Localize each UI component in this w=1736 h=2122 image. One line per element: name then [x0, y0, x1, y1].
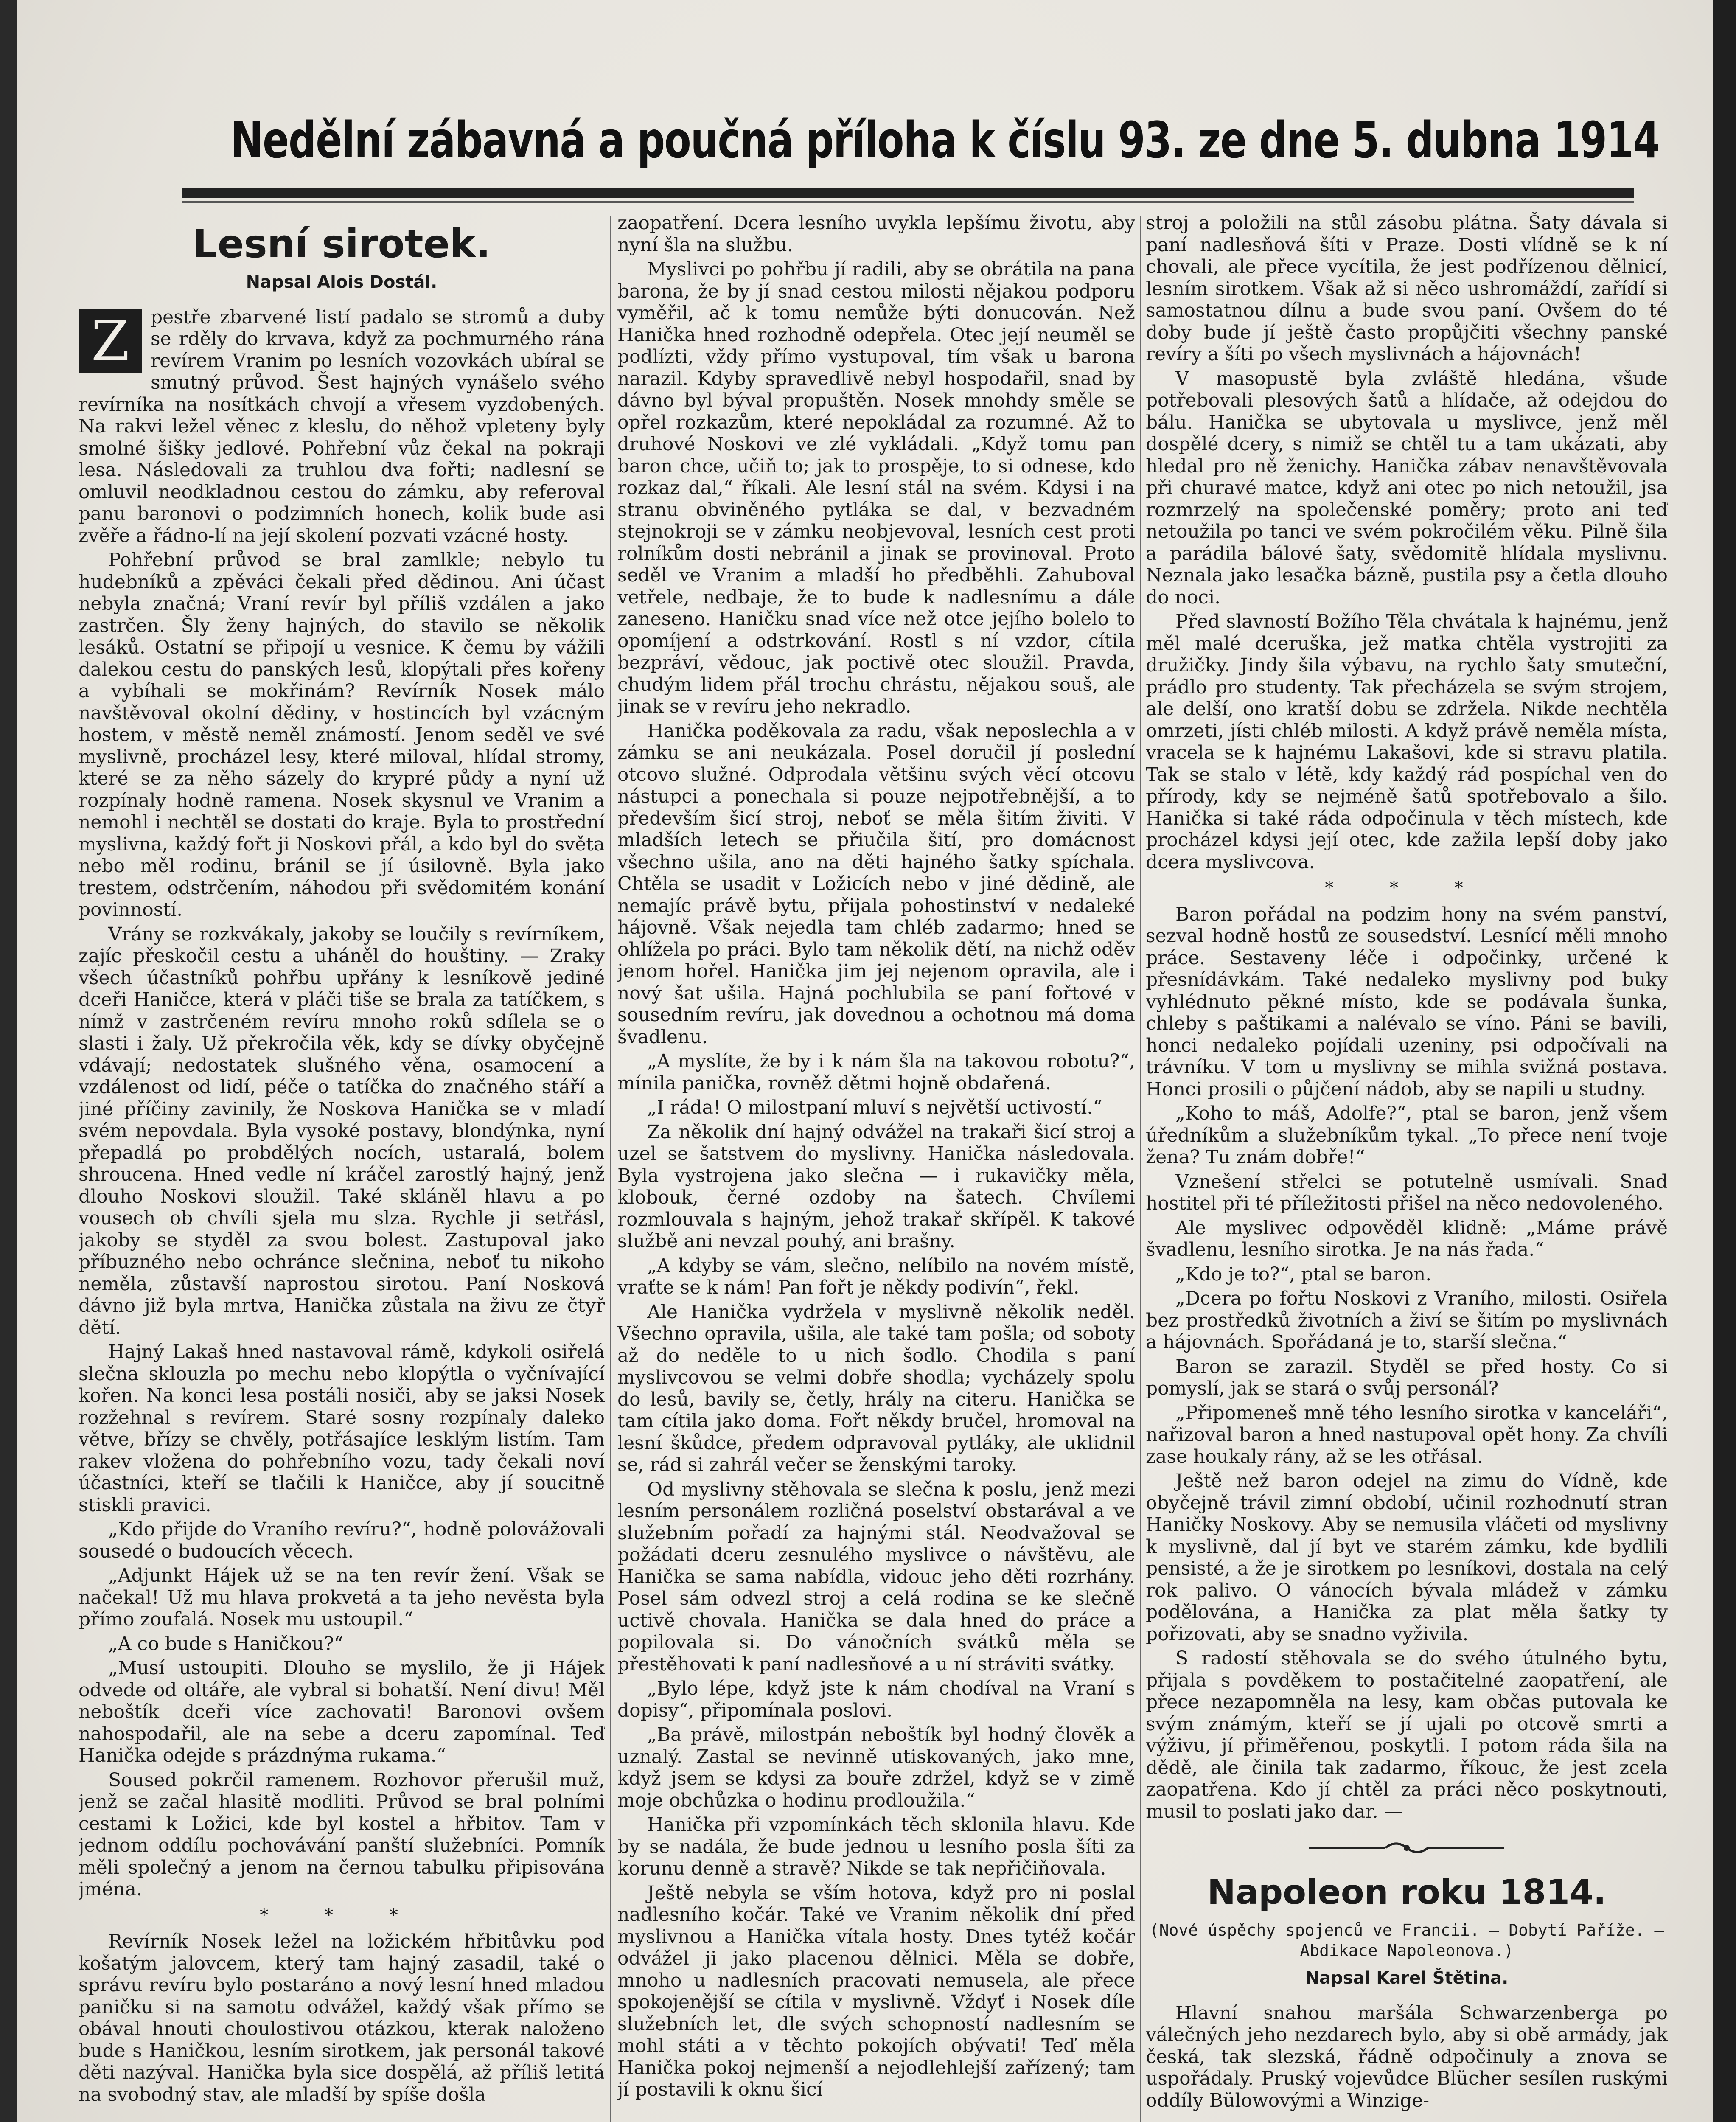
story-paragraph: Baron se zarazil. Styděl se před hosty. Co si pomyslí, jak se stará o svůj personál? — [1146, 1356, 1668, 1399]
story-byline: Napsal Karel Štětina. — [1305, 1968, 1509, 1988]
story-paragraph: Baron pořádal na podzim hony na svém panství, sezval hodně hostů ze sousedství. Lesnící měli mnoho práce. Sestaveny léče i odpočinky, určené k přesnídávkám. Také nedaleko myslivny pod buky vyhlédnuto pěkné místo, kde se podávala šunka, chleby s paštikami a nalévalo se víno. Páni se bavili, honci nedaleko pojídali uzeniny, psi odpočívali na trávníku. V tom u myslivny se mihla svižná postava. Honci prosili o půjčení nádob, aby se napili u studny. — [1146, 903, 1668, 1100]
story-paragraph: Hanička poděkovala za radu, však neposlechla a v zámku se ani neukázala. Posel doručil jí poslední otcovo služné. Odprodala většinu svých věcí otcovu nástupci a ponechala si pouze nejpotřebnější, a to především šicí stroj, neboť se měla šitím živiti. V mladších letech se přiučila šití, pro domácnost všechno ušila, ano na děti hajného šatky spíchala. Chtěla se usadit v Ložicích nebo v jiné dědině, ale nemajíc právě bytu, přijala pohostinství v nedaleké hájovně. Však nejedla tam chléb zadarmo; hned se ohlížela po práci. Bylo tam několik dětí, na nichž oděv jenom hořel. Hanička jim jej nejenom opravila, ale i nový šat ušila. Hajná pochlubila se paní fořtové v sousedním revíru, jak dovednou a ochotnou má doma švadlenu. — [617, 720, 1135, 1048]
column-divider — [610, 216, 611, 2122]
story-title: Napoleon roku 1814. — [1207, 1872, 1607, 1912]
story-paragraph: Ještě nebyla se vším hotova, když pro ni poslal nadlesního kočár. Také ve Vranim několik dní před myslivnou a Hanička vítala hosty. Dnes tytéž kočár odvážel ji jako placenou dělnici. Měla se dobře, mnoho u nadlesních pracovati nemusela, ale přece spokojenější se cítila v myslivně. Vždyť i Nosek díle služebních let, dle svých schopností nadlesním se mohl státi a v těchto pokojích obývati! Teď měla Hanička pokoj nejmenší a nejodlehlejší zařízený; tam jí postavili k oknu šicí — [617, 1882, 1135, 2100]
story-paragraph: „A myslíte, že by i k nám šla na takovou robotu?“, mínila panička, rovněž dětmi hojně obdařená. — [617, 1050, 1135, 1094]
story-paragraph: Před slavností Božího Těla chvátala k hajnému, jenž měl malé dceruška, jež matka chtěla vystrojiti za družičky. Jindy šila výbavu, na rychlo šaty smuteční, prádlo pro studenty. Tak přecházela se svým strojem, ale delší, ono kratší dobu se zdržela. Nikde nechtěla omrzeti, jísti chléb milosti. A když právě neměla místa, vracela se k hajnému Lakašovi, kde si stravu platila. Tak se stalo v létě, kdy každý rád pospíchal ven do přírody, kdy se nejméně šatů spotřebovalo a šilo. Hanička si také ráda odpočinula v těch místech, kde procházel kdysi její otec, kde zažila lepší doby jako dcera myslivcova. — [1146, 611, 1668, 873]
dropcap-letter: Z — [79, 309, 142, 373]
story-paragraph: „Koho to máš, Adolfe?“, ptal se baron, jenž všem úředníkům a služebníkům tykal. „To přece není tvoje žena? Tu znám dobře!“ — [1146, 1103, 1668, 1168]
story-paragraph: „A kdyby se vám, slečno, nelíbilo na novém místě, vraťte se k nám! Pan fořt je někdy podivín“, řekl. — [617, 1255, 1135, 1298]
story-title: Lesní sirotek. — [192, 221, 491, 267]
story-paragraph: Hlavní snahou maršála Schwarzenberga po válečných jeho nezdarech bylo, aby si obě armády, jak česká, tak slezská, řádně odpočinuly a znova se uspořádaly. Pruský vojevůdce Blücher sesílen ruskými oddíly Bülowovými a Winzige- — [1146, 2002, 1668, 2111]
story-paragraph-text: pestře zbarvené listí padalo se stromů a duby se rděly do krvava, když za pochmurného rána revírem Vranim po lesních vozovkách ubíral se smutný průvod. Šest hajných vynášelo svého revírníka na nosítkách chvojí a vřesem vyzdobených. Na rakvi ležel věnec z kleslu, do něhož vpleteny byly smolné šišky jedlové. Pohřební vůz čekal na pokraji lesa. Následovali za truhlou dva fořti; nadlesní se omluvil neodkladnou cestou do zámku, aby referoval panu baronovi o podzimních honech, kolik bude asi zvěře a řádno-lí na její skolení pozvati vzácné hosty. — [79, 306, 605, 547]
story-paragraph: Vznešení střelci se potutelně usmívali. Snad hostitel při té příležitosti přišel na něco nedovoleného. — [1146, 1170, 1668, 1214]
story-paragraph: Soused pokrčil ramenem. Rozhovor přerušil muž, jenž se začal hlasitě modliti. Průvod se bral polními cestami k Ložici, kde byl kostel a hřbitov. Tam v jednom oddílu pochovávání panští služebníci. Pomník měli společný a jenom na černou tabulku připisována jména. — [79, 1769, 605, 1900]
story-paragraph: Hanička při vzpomínkách těch sklonila hlavu. Kde by se nadála, že bude jednou u lesního posla šíti za korunu denně a stravě? Nikde se tak nepřičiňovala. — [617, 1814, 1135, 1879]
story-paragraph: Myslivci po pohřbu jí radili, aby se obrátila na pana barona, že by jí snad cestou milosti nějakou podporu vyměřil, ač k tomu nemůže býti donucován. Než Hanička hned rozhodně odepřela. Otec její neuměl se podlízti, vždy přímo vystupoval, tím však u barona narazil. Kdyby spravedlivě nebyl hospodařil, snad by dávno byl býval propuštěn. Nosek mnohdy směle se opřel rozkazům, které nepokládal za rozumné. Až to druhové Noskovi ve zlé vykládali. „Když tomu pan baron chce, učiň to; jak to prospěje, to si odnese, kdo rozkaz dal,“ říkali. Ale lesní stál na svém. Kdysi i na stranu obviněného pytláka se dal, v bezvadném stejnokroji se v zámku neobjevoval, lesních cest proti rolníkům dosti nebránil a jinak se provinoval. Proto seděl ve Vranim a mladší ho předběhli. Zahuboval vetřele, nedbaje, že to bude k nadlesnímu a dále zaneseno. Haničku snad více než otce jejího bolelo to opomíjení a odstrkování. Rostl s ní vzdor, cítila bezpráví, vědouc, jak poctivě otec sloužil. Pravda, chudým lidem přál trochu chrástu, nějakou souš, ale jinak se v revíru jeho nekradlo. — [617, 258, 1135, 717]
story-paragraph: Ještě než baron odejel na zimu do Vídně, kde obyčejně trávil zimní období, učinil rozhodnutí stran Haničky Noskovy. Aby se nemusila vláčeti od myslivny k myslivně, dal jí byt ve starém zámku, kde bydlili pensisté, a že je sirotkem po lesníkovi, dostala na celý rok palivo. O vánocích bývala mládež v zámku podělována, a Hanička za plat měla šatky ty pořizovati, aby se snadno vyživila. — [1146, 1470, 1668, 1645]
story-paragraph: „Kdo přijde do Vraního revíru?“, hodně polovážovali sousedé o budoucích věcech. — [79, 1519, 605, 1562]
story-paragraph: Revírník Nosek ležel na ložickém hřbitůvku pod košatým jalovcem, který tam hajný zasadil, také o správu revíru bylo postaráno a nový lesní hned mladou paničku si na samotu odvážel, každý však přímo se obával hnouti choulostivou otázkou, kterak naloženo bude s Haničkou, lesním sirotkem, jak personál takové děti nazýval. Hanička byla sice dospělá, až příliš letitá na svobodný stav, ale mladší by spíše došla — [79, 1931, 605, 2105]
section-separator: * * * — [1325, 878, 1489, 898]
story-paragraph: „Musí ustoupiti. Dlouho se myslilo, že ji Hájek odvede od oltáře, ale vybral si bohatší. Není divu! Měl neboštík dceři více zachovati! Baronovi ovšem nahospodařil, ale na sebe a dceru zapomínal. Teď Hanička odejde s prázdnýma rukama.“ — [79, 1657, 605, 1766]
story-paragraph: Ale Hanička vydržela v myslivně několik neděl. Všechno opravila, ušila, ale také tam pošla; od soboty až do neděle to u nich šodlo. Chodila s paní myslivcovou se velmi dobře shodla; vycházely spolu do lesů, bavily se, četly, hrály na citeru. Hanička se tam cítila jako doma. Fořt někdy bručel, hromoval na lesní škůdce, předem odpravoval pytláky, ale uklidnil se, rád si zahrál večer se ženskými taroky. — [617, 1301, 1135, 1476]
scan-edge-left — [0, 0, 17, 2122]
story-paragraph: „Ba právě, milostpán neboštík byl hodný člověk a uznalý. Zastal se nevinně utiskovaných, jako mne, když jsem se kdysi za bouře zdržel, když se v zimě moje obchůzka o hodinu prodloužila.“ — [617, 1724, 1135, 1811]
ornament-divider — [1301, 1839, 1513, 1856]
story-paragraph: stroj a položili na stůl zásobu plátna. Šaty dávala si paní nadlesňová šíti v Praze. Dosti vlídně se k ní chovali, ale přece vycítila, že jest podřízenou dělnicí, lesním sirotkem. Však až si něco ushromáždí, zařídí si samostatnou dílnu a bude svou paní. Ovšem do té doby bude jí ještě často propůjčiti všechny panské revíry a šíti po všech myslivnách a hájovnách! — [1146, 212, 1668, 365]
section-separator: * * * — [260, 1905, 423, 1925]
story-paragraph: „Adjunkt Hájek už se na ten revír žení. Však se načekal! Už mu hlava prokvetá a ta jeho nevěsta byla přímo zoufalá. Nosek mu ustoupil.“ — [79, 1565, 605, 1630]
story-paragraph: „A co bude s Haničkou?“ — [108, 1633, 344, 1655]
story-paragraph: Vrány se rozkvákaly, jakoby se loučily s revírníkem, zajíc přeskočil cestu a uháněl do houštiny. — Zraky všech účastníků pohřbu upřány k lesníkově jediné dceři Haničce, která v pláči tiše se brala za tatíčkem, s nímž v zastrčeném revíru mnoho roků sdílela se o slasti i žaly. Už překročila věk, kdy se dívky obyčejně vdávají; nedostatek slušného věna, osamocení a vzdálenost od lidí, péče o tatíčka do značného stáří a jiné příčiny zavinily, že Noskova Hanička se v mladí svém nepovdala. Byla vysoké postavy, blondýnka, nyní přepadlá po probdělých nocích, ustaralá, bolem shroucena. Hned vedle ní kráčel zarostlý hajný, jenž dlouho Noskovi sloužil. Také skláněl hlavu a po vousech ob chvíli sjela mu slza. Rychle ji setřásl, jakoby se styděl za svou bolest. Zastupoval jako příbuzného nebo ochránce slečnina, neboť tu nikoho neměla, zůstavší naprostou sirotou. Paní Nosková dávno již byla mrtva, Hanička zůstala na živu ze čtyř dětí. — [79, 923, 605, 1339]
story-paragraph: „Kdo je to?“, ptal se baron. — [1175, 1263, 1432, 1285]
story-paragraph: Za několik dní hajný odvážel na trakaři šicí stroj a uzel se šatstvem do myslivny. Hanička následovala. Byla vystrojena jako slečna — i rukavičky měla, klobouk, černé ozdoby na šatech. Chvílemi rozmlouvala s hajným, jehož trakař skřípěl. K takové službě ani nevzal pouhý, ani brašny. — [617, 1121, 1135, 1252]
story-paragraph: „I ráda! O milostpaní mluví s největší uctivostí.“ — [647, 1097, 1102, 1118]
story-paragraph: S radostí stěhovala se do svého útulného bytu, přijala s povděkem to postačitelné zaopatření, ale přece nezapomněla na lesy, kam občas putovala ke svým známým, kteří se jí ujali po otcově smrti a výživu, jí přiměřenou, poskytli. I potom ráda šila na dědě, ale činila tak zadarmo, říkouc, že jest zcela zaopatřena. Kdo jí chtěl za práci něco poskytnouti, musil to poslati jako dar. — — [1146, 1648, 1668, 1822]
masthead-rule — [182, 188, 1634, 198]
column-3 — [1146, 212, 1668, 2122]
story-paragraph: „Připomeneš mně tého lesního sirotka v kanceláři“, nařizoval baron a hned nastupoval opět hony. Za chvíli zase houkaly rány, až se les otřásal. — [1146, 1402, 1668, 1468]
masthead-rule-thin — [182, 201, 1634, 203]
story-paragraph: V masopustě byla zvláště hledána, všude potřebovali plesových šatů a hlídače, až odejdou do bálu. Hanička se ubytovala u myslivce, jenž měl dospělé dcery, s nimiž se chtěl tu a tam ukázati, aby hledal pro ně ženichy. Hanička zábav nenavštěvovala při churavé matce, když ani otec po nich netoužil, jsa rozmrzelý na společenské poměry; proto ani teď netoužila po tanci ve svém pokročilém věku. Pilně šila a parádila bálové šaty, svědomitě hlídala myslivnu. Neznala jako lesačka bázně, pustila psy a četla dlouho do noci. — [1146, 368, 1668, 608]
column-divider — [1140, 216, 1141, 2122]
story-paragraph: zaopatření. Dcera lesního uvykla lepšímu životu, aby nyní šla na službu. — [617, 212, 1135, 256]
story-byline: Napsal Alois Dostál. — [246, 272, 438, 292]
story-paragraph: Hajný Lakaš hned nastavoval rámě, kdykoli osiřelá slečna sklouzla po mechu nebo klopýtla o vyčnívající kořen. Na konci lesa postáli nosiči, aby se jaksi Nosek rozžehnal s revírem. Staré sosny rozpínaly daleko větve, břízy se chvěly, potřásajíce lesklým listím. Tam rakev vložena do pohřebního vozu, tady čekali noví účastníci, kteří se tlačili k Haničce, aby jí soucitně stiskli pravici. — [79, 1341, 605, 1516]
story-paragraph: „Bylo lépe, když jste k nám chodíval na Vraní s dopisy“, připomínala poslovi. — [617, 1678, 1135, 1721]
story-paragraph: „Dcera po fořtu Noskovi z Vraního, milosti. Osiřela bez prostředků životních a živí se šitím po myslivnách a hájovnách. Spořádaná je to, starší slečna.“ — [1146, 1288, 1668, 1353]
story-paragraph: Od myslivny stěhovala se slečna k poslu, jenž mezi lesním personálem rozličná poselství obstarával a ve služebním pořadí za hajnými stál. Neodvažoval se požádati dceru zesnulého myslivce o návštěvu, ale Hanička se sama nabídla, vidouc jeho děti rozrhány. Posel sám odvezl stroj a celá rodina se ke slečně uctivě chovala. Hanička se dala hned do práce a popilovala si. Do vánočních svátků měla se přestěhovati k paní nadlesňové a u ní stráviti svátky. — [617, 1478, 1135, 1675]
story-subtitle: (Nové úspěchy spojenců ve Francii. — Dobytí Paříže. — Abdikace Napoleonova.) — [1149, 1921, 1664, 1960]
story-paragraph: Pohřební průvod se bral zamlkle; nebylo tu hudebníků a zpěváci čekali před dědinou. Ani účast nebyla značná; Vraní revír byl příliš vzdálen a jako zastrčen. Šly ženy hajných, do stavilo se několik lesáků. Ostatní se připojí u vesnice. K čemu by vážili dalekou cestu do panských lesů, klopýtali přes kořeny a vybíhali se mokřinám? Revírník Nosek málo navštěvoval okolní dědiny, v hostincích byl vzácným hostem, v městě neměl známostí. Jenom seděl ve své myslivně, procházel lesy, které miloval, hlídal stromy, které se za něho sázely do krypré půdy a nyní už rozpínaly hodně ramena. Nosek skysnul ve Vranim a nemohl i nechtěl se dostati do kraje. Byla to prostřední myslivna, každý fořt ji Noskovi přál, a kdo byl do světa nebo měl rodinu, bránil se jí úsilovně. Byla jako trestem, odstrčením, náhodou při svědomitém konání povinností. — [79, 549, 605, 921]
story-paragraph — [79, 306, 605, 547]
story-paragraph: Ale myslivec odpověděl klidně: „Máme právě švadlenu, lesního sirotka. Je na nás řada.“ — [1146, 1217, 1668, 1260]
scan-edge-right — [1713, 0, 1736, 2122]
masthead-title: Nedělní zábavná a poučná příloha k číslu 93. ze dne 5. dubna 1914 — [230, 111, 1660, 169]
column-2 — [617, 212, 1135, 2122]
column-1 — [79, 212, 605, 2122]
masthead — [51, 98, 1685, 182]
